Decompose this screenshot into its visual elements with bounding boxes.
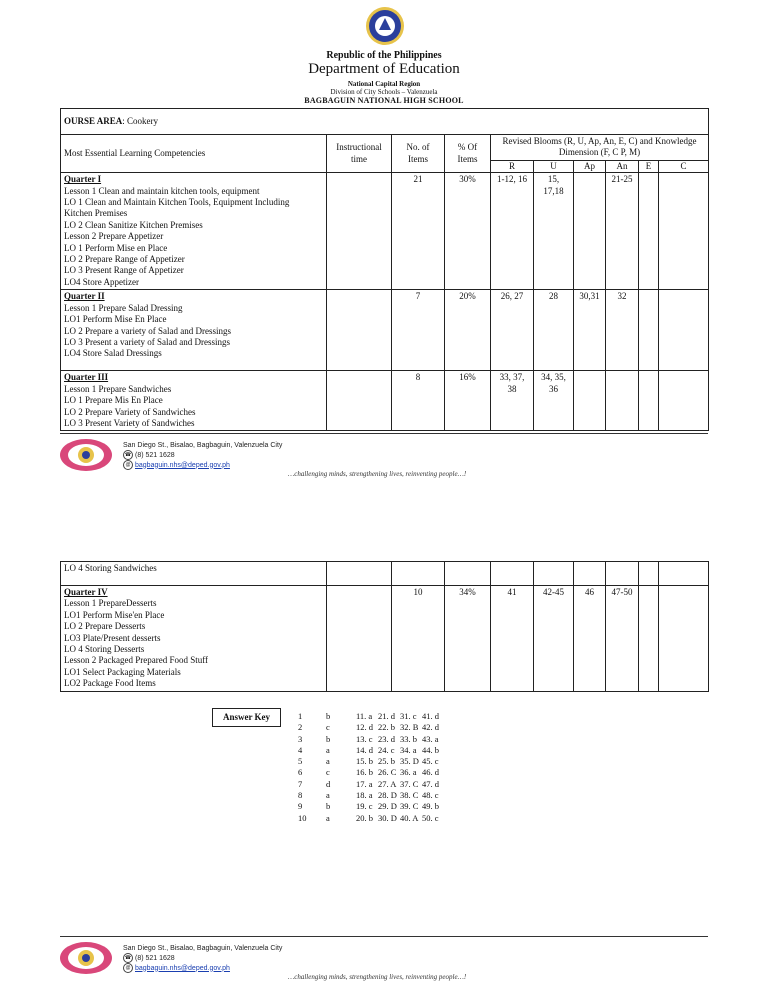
answer-value: 33. b <box>400 733 417 744</box>
pct-header: % Of Items <box>445 135 491 173</box>
answer-value: 43. a <box>422 733 439 744</box>
answer-number: 7 <box>298 778 303 789</box>
pct-cell: 34% <box>445 586 491 692</box>
answer-value: 23. d <box>378 733 395 744</box>
level-u: U <box>534 160 574 172</box>
answer-value: 11. a <box>356 711 373 721</box>
items-cell: 7 <box>392 290 445 371</box>
email-icon: @ <box>123 460 133 470</box>
r-cell: 33, 37, 38 <box>491 371 534 431</box>
u-cell: 34, 35, 36 <box>534 371 574 431</box>
an-cell: 47-50 <box>606 586 639 692</box>
list-item <box>298 756 444 767</box>
answer-number: 9 <box>298 801 303 812</box>
u-cell: 15, 17,18 <box>534 173 574 290</box>
answer-value: 12. d <box>356 722 373 733</box>
an-cell: 21-25 <box>606 173 639 290</box>
answer-value: b <box>326 801 331 812</box>
course-area-value: : Cookery <box>122 115 159 126</box>
course-area-row <box>61 109 709 135</box>
table-row <box>61 586 709 692</box>
answer-value: 36. a <box>400 767 417 778</box>
answer-value: 32. B <box>400 722 419 733</box>
answer-value: 47. d <box>422 778 439 789</box>
competencies-header: Most Essential Learning Competencies <box>61 135 327 173</box>
level-e: E <box>639 160 659 172</box>
answer-value: 28. D <box>378 790 397 801</box>
list-item <box>298 722 444 733</box>
pct-cell: 30% <box>445 173 491 290</box>
footer-divider <box>60 433 708 434</box>
time-header: Instructional time <box>327 135 392 173</box>
answer-value: 48. c <box>422 790 439 801</box>
answer-value: d <box>326 778 331 789</box>
answer-number: 8 <box>298 790 303 801</box>
answer-key-label: Answer Key <box>212 708 281 727</box>
r-cell: 1-12, 16 <box>491 173 534 290</box>
answer-value: 17. a <box>356 778 373 789</box>
footer-address-block <box>123 943 282 973</box>
an-cell: 32 <box>606 290 639 371</box>
items-header: No. of Items <box>392 135 445 173</box>
footer-address-block <box>123 440 282 470</box>
items-cell: 21 <box>392 173 445 290</box>
list-item <box>298 745 444 756</box>
answer-value: 44. b <box>422 744 439 755</box>
answer-value: c <box>326 767 330 778</box>
competency-cell: Quarter IV Lesson 1 PrepareDesserts LO1 Perform Mise'en Place LO 2 Prepare Desserts LO3 Plate/Present desserts LO 4 Storing Desserts Lesson 2 Packaged Prepared Food Stuff LO1 Select Packaging Materials LO2 Package Food Items <box>61 586 327 692</box>
list-item <box>298 711 444 722</box>
ap-cell: 30,31 <box>574 290 606 371</box>
division-line: Division of City Schools – Valenzuela <box>330 88 438 96</box>
answer-value: 27. A <box>378 778 397 789</box>
level-an: An <box>606 160 639 172</box>
items-cell: 8 <box>392 371 445 431</box>
level-ap: Ap <box>574 160 606 172</box>
answer-value: 38. C <box>400 790 419 801</box>
answer-value: b <box>326 711 331 721</box>
answer-value: 46. d <box>422 767 439 778</box>
answer-value: 31. c <box>400 711 417 721</box>
answer-value: a <box>326 790 330 801</box>
answer-value: 22. b <box>378 722 395 733</box>
address-line: San Diego St., Bisalao, Bagbaguin, Valenzuela City <box>123 944 283 952</box>
answer-value: 25. b <box>378 756 395 767</box>
footer-divider <box>60 936 708 937</box>
answer-value: 41. d <box>422 711 439 721</box>
answer-value: 14. d <box>356 744 373 755</box>
answer-number: 3 <box>298 733 303 744</box>
phone-number: (8) 521 1628 <box>135 451 175 459</box>
pct-cell: 20% <box>445 290 491 371</box>
region-line: National Capital Region <box>347 80 421 88</box>
answer-value: 50. c <box>422 812 439 823</box>
answer-value: 19. c <box>356 801 373 812</box>
answer-value: 29. D <box>378 801 397 812</box>
competency-cell: Quarter I Lesson 1 Clean and maintain kitchen tools, equipment LO 1 Clean and Maintain Kitchen Tools, Equipment Including Kitchen Premises LO 2 Clean Sanitize Kitchen Premises Lesson 2 Prepare Appetizer LO 1 Perform Mise en Place LO 2 Prepare Range of Appetizer LO 3 Present Range of Appetizer LO4 Store Appetizer <box>61 173 327 290</box>
answer-value: a <box>326 744 330 755</box>
answer-value: 16. b <box>356 767 373 778</box>
answer-value: 42. d <box>422 722 439 733</box>
answer-value: 37. C <box>400 778 419 789</box>
level-c: C <box>659 160 709 172</box>
school-name: BAGBAGUIN NATIONAL HIGH SCHOOL <box>304 96 464 105</box>
phone-icon: ☎ <box>124 955 132 961</box>
answer-value: 15. b <box>356 756 373 767</box>
tos-table-page2 <box>60 561 709 692</box>
email-link[interactable]: bagbaguin.nhs@deped.gov.ph <box>135 461 230 469</box>
r-cell: 26, 27 <box>491 290 534 371</box>
items-cell: 10 <box>392 586 445 692</box>
pct-cell: 16% <box>445 371 491 431</box>
email-icon: @ <box>123 963 133 973</box>
answer-number: 1 <box>298 711 303 721</box>
answer-number: 4 <box>298 744 303 755</box>
footer-motto: …challenging minds, strengthening lives, reinventing people…! <box>288 973 467 981</box>
table-row <box>61 562 709 586</box>
table-row <box>61 371 709 431</box>
answer-key-list <box>298 711 444 824</box>
list-item <box>298 801 444 812</box>
tos-table-page1 <box>60 108 709 431</box>
answer-value: c <box>326 722 330 733</box>
answer-number: 2 <box>298 722 303 733</box>
r-cell: 41 <box>491 586 534 692</box>
answer-value: 24. c <box>378 744 395 755</box>
u-cell: 42-45 <box>534 586 574 692</box>
answer-value: 30. D <box>378 812 397 823</box>
school-logo-icon <box>58 940 114 976</box>
blooms-header: Revised Blooms (R, U, Ap, An, E, C) and Knowledge Dimension (F, C P, M) <box>491 135 709 161</box>
list-item <box>298 779 444 790</box>
answer-value: 49. b <box>422 801 439 812</box>
table-row <box>61 290 709 371</box>
footer-motto: …challenging minds, strengthening lives, reinventing people…! <box>288 470 467 478</box>
list-item <box>298 790 444 801</box>
answer-value: 39. C <box>400 801 419 812</box>
answer-value: 20. b <box>356 812 373 823</box>
answer-value: 45. c <box>422 756 439 767</box>
answer-value: 35. D <box>400 756 419 767</box>
ap-cell: 46 <box>574 586 606 692</box>
ap-cell <box>574 173 606 290</box>
email-link[interactable]: bagbaguin.nhs@deped.gov.ph <box>135 964 230 972</box>
level-r: R <box>491 160 534 172</box>
answer-value: b <box>326 733 331 744</box>
list-item <box>298 813 444 824</box>
republic-line: Republic of the Philippines <box>326 50 442 61</box>
table-row <box>61 173 709 290</box>
answer-number: 10 <box>298 812 307 823</box>
course-area-label: OURSE AREA <box>64 115 123 126</box>
phone-icon: ☎ <box>124 452 132 458</box>
answer-number: 5 <box>298 756 303 767</box>
answer-value: 40. A <box>400 812 419 823</box>
address-line: San Diego St., Bisalao, Bagbaguin, Valenzuela City <box>123 441 283 449</box>
competency-cell: Quarter III Lesson 1 Prepare Sandwiches LO 1 Prepare Mis En Place LO 2 Prepare Variety of Sandwiches LO 3 Present Variety of Sandwiches <box>61 371 327 431</box>
u-cell: 28 <box>534 290 574 371</box>
answer-value: 21. d <box>378 711 395 721</box>
phone-number: (8) 521 1628 <box>135 954 175 962</box>
answer-value: a <box>326 812 330 823</box>
deped-seal-icon <box>365 6 405 46</box>
list-item <box>298 767 444 778</box>
department-title: Department of Education <box>308 61 460 77</box>
list-item <box>298 734 444 745</box>
answer-value: 18. a <box>356 790 373 801</box>
school-logo-icon <box>58 437 114 473</box>
answer-value: 26. C <box>378 767 397 778</box>
competency-cell: Quarter II Lesson 1 Prepare Salad Dressing LO1 Perform Mise En Place LO 2 Prepare a variety of Salad and Dressings LO 3 Present a variety of Salad and Dressings LO4 Store Salad Dressings <box>61 290 327 371</box>
answer-value: 34. a <box>400 744 417 755</box>
competency-cell: LO 4 Storing Sandwiches <box>61 562 327 586</box>
answer-value: 13. c <box>356 733 373 744</box>
answer-value: a <box>326 756 330 767</box>
answer-number: 6 <box>298 767 303 778</box>
